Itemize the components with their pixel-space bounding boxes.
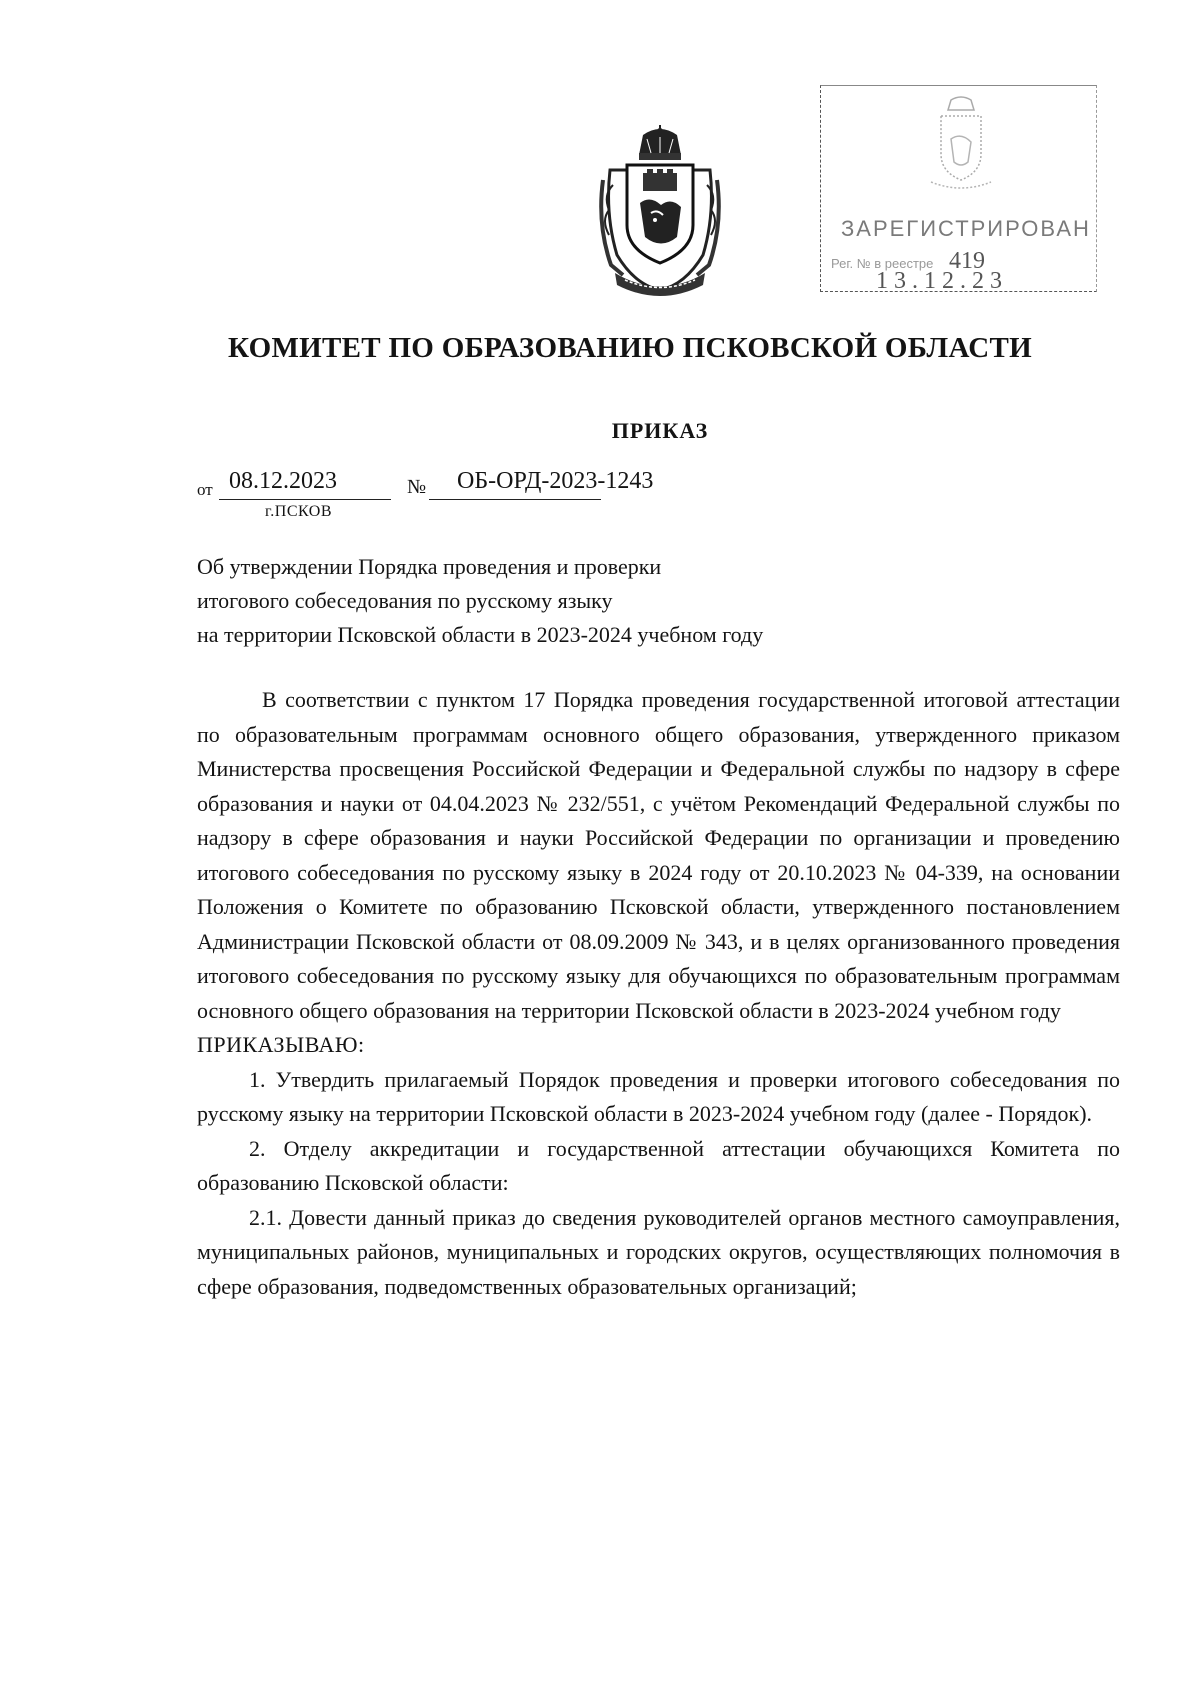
stamp-reg-date: 13.12.23 xyxy=(876,268,1008,294)
document-subject xyxy=(197,550,763,652)
stamp-registered-text: ЗАРЕГИСТРИРОВАН xyxy=(841,216,1091,241)
order-item-2-1: 2.1. Довести данный приказ до сведения руководителей органов местного самоуправления, муниципальных районов, муниципальных и городских округов, осуществляющих полномочия в сфере образования, подведомственных образовательных организаций; xyxy=(197,1204,1120,1299)
organization-title: КОМИТЕТ ПО ОБРАЗОВАНИЮ ПСКОВСКОЙ ОБЛАСТИ xyxy=(227,332,1032,364)
city-label: г.ПСКОВ xyxy=(265,503,332,520)
document-date: 08.12.2023 xyxy=(229,468,337,494)
document-type-title: ПРИКАЗ xyxy=(611,418,709,443)
preamble-paragraph: В соответствии с пунктом 17 Порядка проведения государственной итоговой аттестации по образовательным программам основного общего образования, утвержденного приказом Министерства просвещения Российской Федерации и Федеральной службы по надзору в сфере образования и науки от 04.04.2023 № 232/551, с учётом Рекомендаций Федеральной службы по надзору в сфере образования и науки Российской Федерации по организации и проведению итогового собеседования по русскому языку в 2024 году от 20.10.2023 № 04-339, на основании Положения о Комитете по образованию Псковской области, утвержденного постановлением Администрации Псковской области от 08.09.2009 № 343, и в целях организованного проведения итогового собеседования по русскому языку для обучающихся по образовательным программам основного общего образования на территории Псковской области в 2023-2024 учебном году xyxy=(197,687,1120,1023)
order-item-2: 2. Отделу аккредитации и государственной аттестации обучающихся Комитета по образованию Псковской области: xyxy=(197,1135,1120,1195)
crown-icon xyxy=(639,125,681,160)
number-underline xyxy=(429,499,601,500)
subject-line: итогового собеседования по русскому языку xyxy=(197,588,613,613)
document-body xyxy=(197,683,1120,1304)
subject-line: Об утверждении Порядка проведения и проверки xyxy=(197,554,662,579)
subject-line: на территории Псковской области в 2023-2024 учебном году xyxy=(197,622,764,647)
number-label: № xyxy=(407,476,427,498)
coat-of-arms-emblem xyxy=(595,125,725,300)
registration-stamp xyxy=(820,85,1097,292)
stamp-reg-label: Рег. № в реестре xyxy=(831,256,934,271)
date-underline xyxy=(219,499,391,500)
document-number: ОБ-ОРД-2023-1243 xyxy=(457,468,654,494)
order-item-1: 1. Утвердить прилагаемый Порядок проведения и проверки итогового собеседования по русскому языку на территории Псковской области в 2023-2024 учебном году (далее - Порядок). xyxy=(197,1066,1120,1126)
stamp-emblem-icon xyxy=(916,94,1006,194)
order-word: ПРИКАЗЫВАЮ: xyxy=(197,1032,365,1057)
date-label: от xyxy=(197,480,213,499)
stamp-reg-number: 419 xyxy=(949,248,986,274)
